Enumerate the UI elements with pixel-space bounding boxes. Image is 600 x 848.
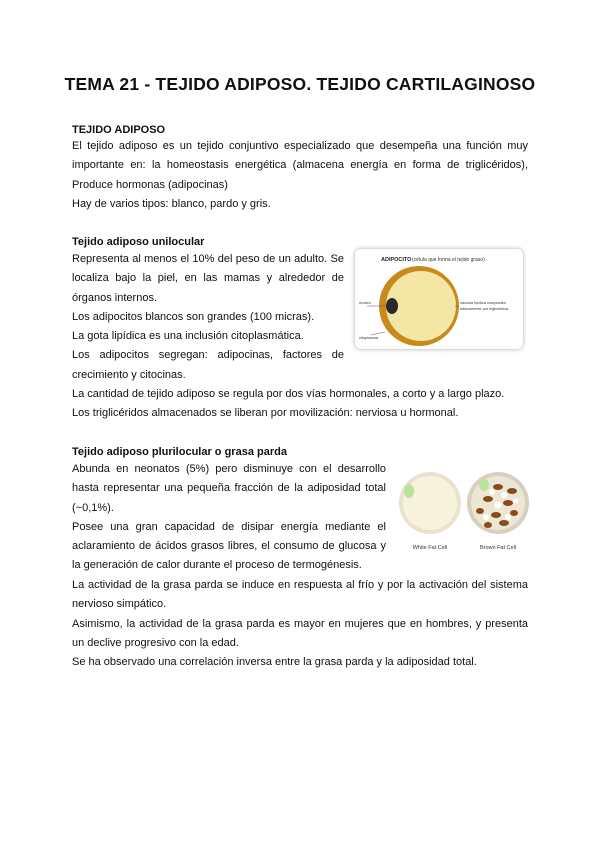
- section-heading-tejido-adiposo: TEJIDO ADIPOSO: [72, 124, 166, 136]
- paragraph-line: hasta representar una pequeña fracción de la adiposidad total: [72, 482, 386, 495]
- section-heading-plurilocular: Tejido adiposo plurilocular o grasa parda: [72, 446, 287, 458]
- label-droplet-line2: básicamente por triglicéridos: [460, 307, 509, 311]
- fat-cells-figure: [396, 465, 532, 555]
- section-unilocular-text-wrapped: [72, 250, 344, 385]
- paragraph-line: aclaramiento de ácidos grasos libres, el consumo de glucosa y: [72, 540, 386, 553]
- label-cytoplasm: citoplasma: [359, 335, 379, 340]
- nucleus-shape: [386, 298, 398, 314]
- fat-cells-diagram: [396, 465, 532, 555]
- paragraph-line: importante en: la homeostasis energética (almacena energía en forma de triglicéridos),: [72, 159, 528, 172]
- paragraph-line: Asimismo, la actividad de la grasa parda es mayor en mujeres que en hombres, y presenta: [72, 617, 528, 630]
- paragraph-line: Se ha observado una correlación inversa entre la grasa parda y la adiposidad total.: [72, 656, 477, 669]
- white-fat-cell-droplet: [403, 476, 457, 530]
- paragraph-line: Los adipocitos blancos son grandes (100 micras).: [72, 310, 315, 323]
- paragraph-line: La cantidad de tejido adiposo se regula por dos vías hormonales, a corto y a largo plazo.: [72, 388, 505, 400]
- paragraph-line: La actividad de la grasa parda se induce en respuesta al frío y por la activación del sistema: [72, 579, 528, 591]
- paragraph-line: Posee una gran capacidad de disipar energía mediante el: [72, 520, 386, 533]
- brown-fat-cell-nucleus: [479, 479, 489, 491]
- section-tejido-adiposo-text: [72, 137, 528, 214]
- figure-subtitle: (célula que forma el tejido graso): [412, 257, 485, 263]
- paragraph-line: Los triglicéridos almacenados se liberan por movilización: nerviosa u hormonal.: [72, 407, 459, 420]
- section-unilocular-text-full: [72, 385, 528, 424]
- figure-title: ADIPOCITO: [381, 257, 412, 263]
- page-title: TEMA 21 - TEJIDO ADIPOSO. TEJIDO CARTILAGINOSO: [64, 74, 536, 94]
- section-plurilocular-text-full: [72, 576, 528, 672]
- paragraph-line: (~0,1%).: [72, 501, 114, 514]
- label-nucleus: núcleo: [359, 300, 371, 305]
- section-plurilocular-text-wrapped: [72, 460, 386, 576]
- white-fat-cell-nucleus: [404, 484, 414, 498]
- section-heading-unilocular: Tejido adiposo unilocular: [72, 236, 205, 248]
- adipocyte-diagram: [355, 249, 523, 349]
- paragraph-line: Abunda en neonatos (5%) pero disminuye con el desarrollo: [72, 463, 386, 475]
- paragraph-line: Produce hormonas (adipocinas): [72, 178, 228, 191]
- white-fat-cell-label: White Fat Cell: [412, 545, 448, 551]
- brown-fat-cell-label: Brown Fat Cell: [479, 545, 517, 551]
- paragraph-line: un declive progresivo con la edad.: [72, 636, 239, 649]
- paragraph-line: localiza bajo la piel, en las mamas y alrededor de: [72, 272, 344, 285]
- paragraph-line: crecimiento y citocinas.: [72, 368, 186, 381]
- label-droplet-line1: vacuola lipídica compuesta: [460, 301, 506, 305]
- paragraph-line: Los adipocitos segregan: adipocinas, factores de: [72, 349, 344, 362]
- paragraph-line: órganos internos.: [72, 291, 157, 304]
- paragraph-line: Representa al menos el 10% del peso de un adulto. Se: [72, 253, 344, 265]
- paragraph-line: nervioso simpático.: [72, 598, 167, 611]
- adipocyte-figure: [355, 249, 523, 349]
- paragraph-line: la generación de calor durante el proceso de termogénesis.: [72, 559, 362, 572]
- paragraph-line: Hay de varios tipos: blanco, pardo y gris.: [72, 197, 271, 210]
- paragraph-line: El tejido adiposo es un tejido conjuntivo especializado que desempeña una función muy: [72, 140, 528, 152]
- paragraph-line: La gota lipídica es una inclusión citoplasmática.: [72, 330, 304, 343]
